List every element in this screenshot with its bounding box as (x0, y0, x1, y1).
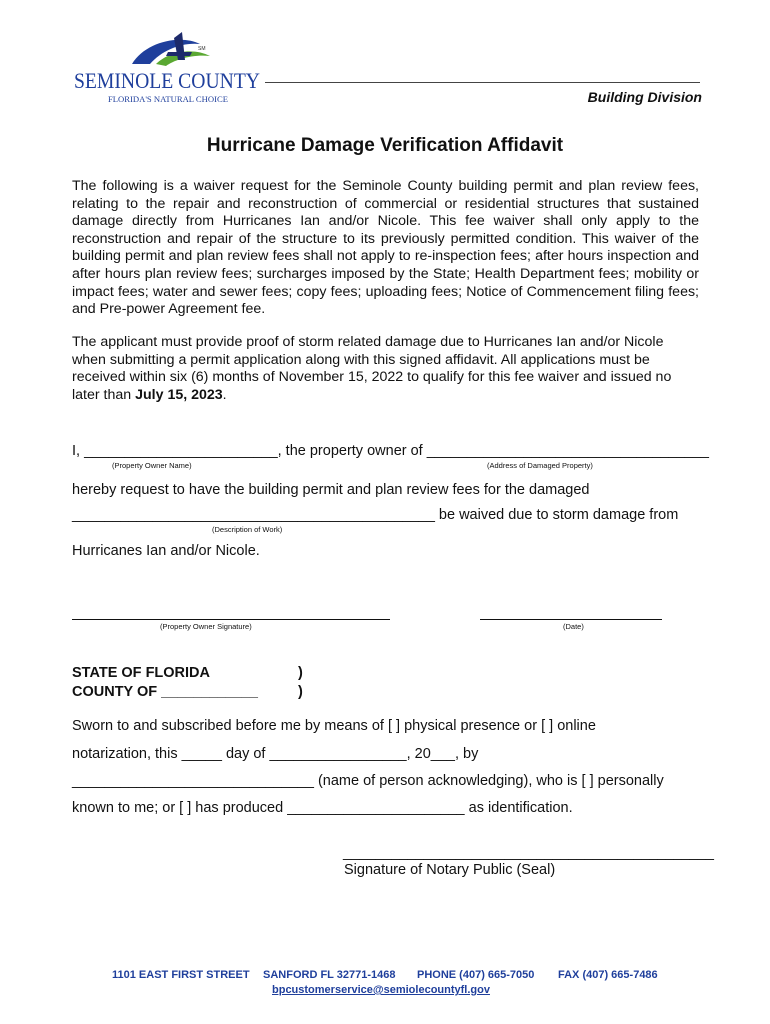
notary-line-2[interactable]: notarization, this _____ day of _________________, 20___, by (72, 746, 479, 762)
signature-label: (Property Owner Signature) (160, 622, 252, 631)
header-rule (265, 82, 700, 83)
notary-line-1[interactable]: Sworn to and subscribed before me by means of [ ] physical presence or [ ] online (72, 718, 596, 734)
work-label: (Description of Work) (212, 525, 283, 534)
footer-phone: PHONE (407) 665-7050 (417, 969, 535, 981)
owner-line[interactable]: I, ________________________, the property owner of ___________________________________ (72, 443, 709, 459)
footer-email-link[interactable]: bpcustomerservice@semiolecountyfl.gov (272, 984, 490, 996)
date-label: (Date) (563, 622, 584, 631)
logo-tagline: FLORIDA'S NATURAL CHOICE (108, 94, 228, 104)
notary-line-4[interactable]: known to me; or [ ] has produced ______________________ as identification. (72, 800, 573, 816)
logo-mark: SM (198, 46, 206, 52)
footer-city: SANFORD FL 32771-1468 (263, 969, 396, 981)
division-name: Building Division (587, 89, 702, 105)
paren-2: ) (298, 684, 303, 700)
notary-signature-label: Signature of Notary Public (Seal) (344, 862, 556, 878)
waiver-description: The following is a waiver request for the Seminole County building permit and plan review fees, relating to the repair and reconstruction of commercial or residential structures that sustained damage directly from Hurricanes Ian and/or Nicole. This fee waiver shall only apply to the reconstruction and repair of the structure to its previously permitted condition. This waiver of the building permit and plan review fees shall not apply to re-inspection fees; after hours inspection and after hours plan review fees; surcharges imposed by the State; Health Department fees; mobility or impact fees; water and sewer fees; copy fees; uploading fees; Notice of Commencement filing fees; and Pre-power Agreement fee. (72, 178, 699, 318)
owner-name-label: (Property Owner Name) (112, 461, 192, 470)
footer-address: 1101 EAST FIRST STREET (112, 969, 250, 981)
address-label: (Address of Damaged Property) (487, 461, 593, 470)
deadline-date: July 15, 2023 (135, 386, 223, 403)
logo-emblem-icon (70, 30, 270, 110)
state-heading: STATE OF FLORIDA (72, 665, 211, 681)
logo-name: SEMINOLE COUNTY (74, 68, 261, 93)
page-title: Hurricane Damage Verification Affidavit (206, 135, 564, 156)
county-heading[interactable]: COUNTY OF ____________ (72, 684, 258, 700)
request-line: hereby request to have the building permit and plan review fees for the damaged (72, 482, 590, 498)
owner-signature-field[interactable] (72, 619, 390, 620)
work-description-line[interactable]: _____________________________________________ be waived due to storm damage from (72, 507, 679, 523)
footer-fax: FAX (407) 665-7486 (558, 969, 658, 981)
paren-1: ) (298, 665, 303, 681)
applicant-requirements (72, 334, 699, 404)
notary-line-3[interactable]: ______________________________ (name of person acknowledging), who is [ ] personally (72, 773, 664, 789)
notary-signature-field[interactable]: ______________________________________________ (343, 845, 714, 861)
hurricanes-line: Hurricanes Ian and/or Nicole. (72, 543, 260, 559)
requirements-text: The applicant must provide proof of storm related damage due to Hurricanes Ian and/or Nicole when submitting a permit application along with this signed affidavit. All applications must be received within six (6) months of November 15, 2022 to qualify for this fee waiver and issued no later than (72, 334, 672, 403)
date-field[interactable] (480, 619, 662, 620)
requirements-end: . (222, 386, 227, 403)
